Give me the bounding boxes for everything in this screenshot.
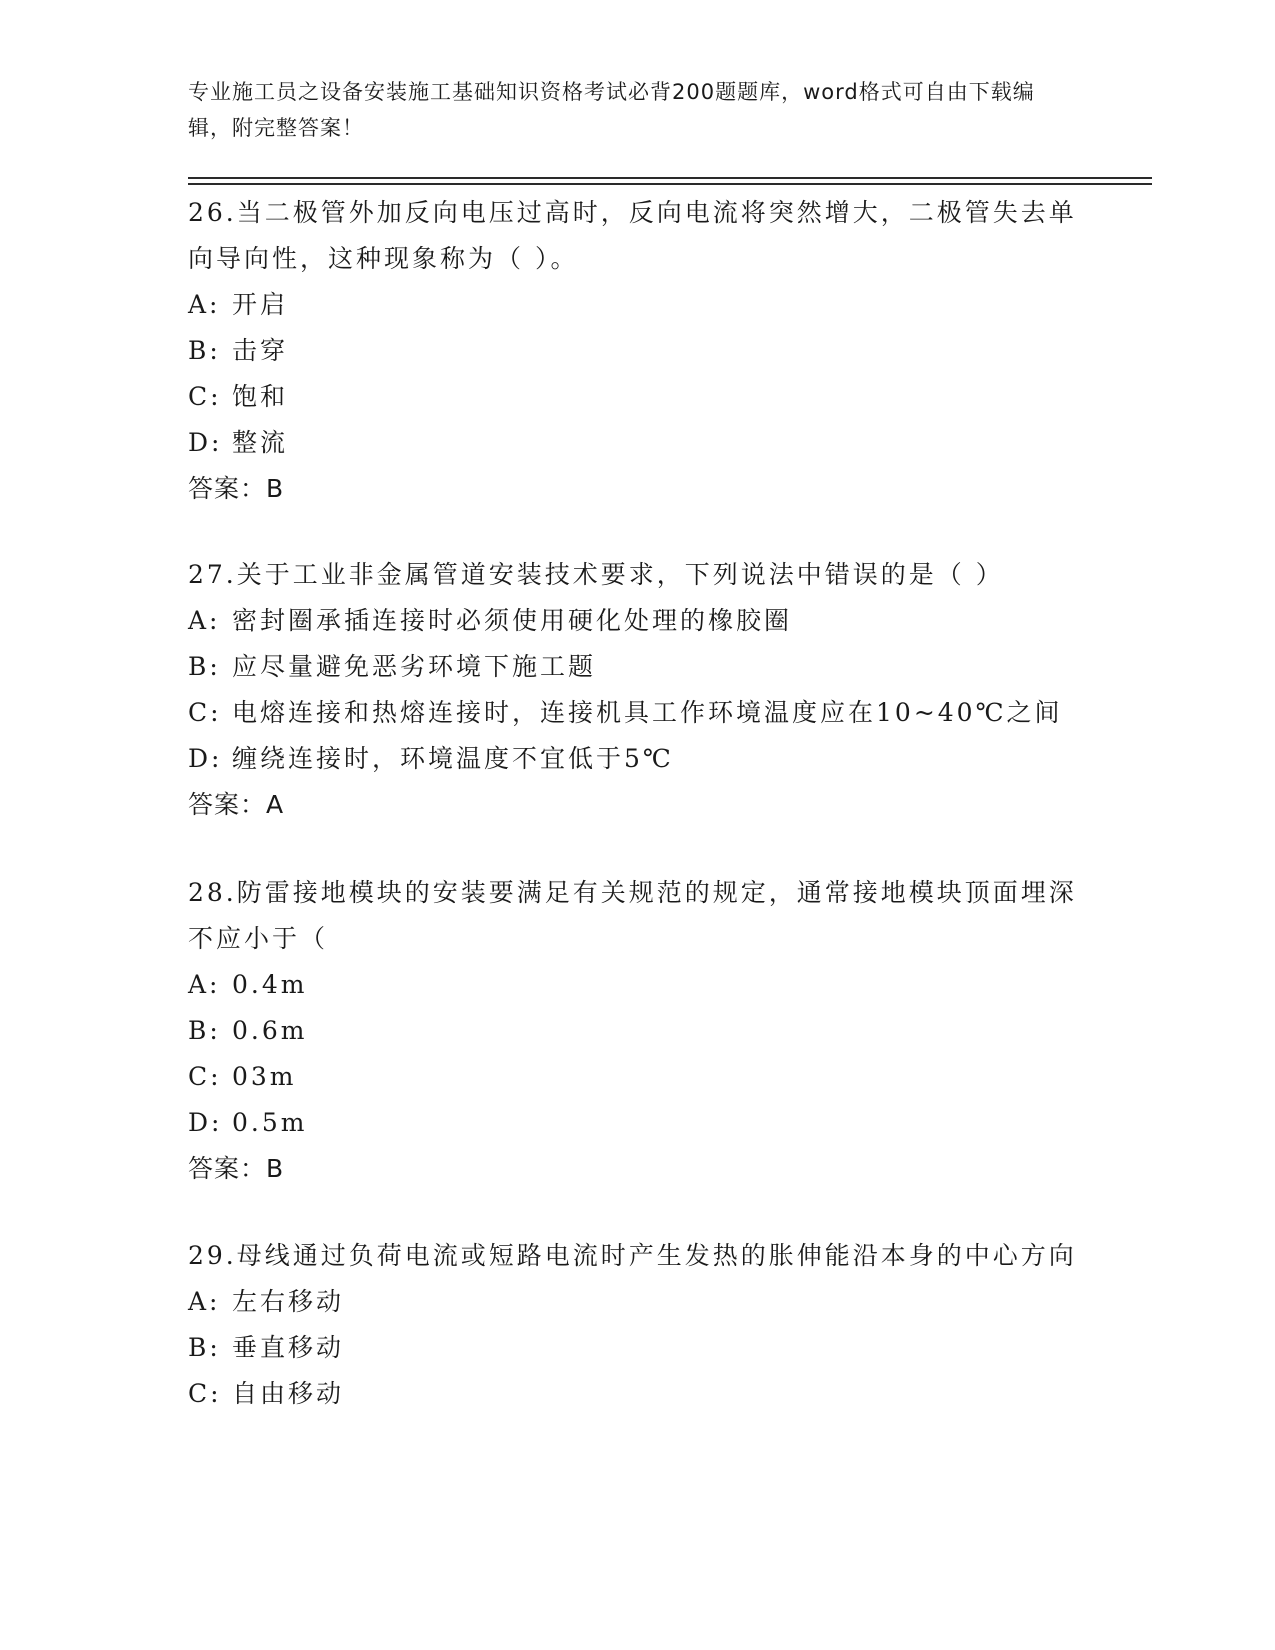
option-text: 0.5m — [232, 1108, 308, 1137]
option-letter: C: — [188, 1062, 222, 1091]
option-letter: D: — [188, 744, 223, 773]
option-text: 0.4m — [232, 970, 308, 999]
option-text: 03m — [232, 1062, 297, 1091]
question-28 — [188, 870, 1088, 1192]
option-text: 0.6m — [232, 1016, 308, 1045]
option-b — [188, 1325, 1088, 1371]
option-text: 密封圈承插连接时必须使用硬化处理的橡胶圈 — [232, 606, 793, 635]
answer-line: 答案：B — [188, 1154, 285, 1183]
option-text: 左右移动 — [232, 1287, 345, 1316]
option-letter: B: — [188, 336, 221, 365]
option-a — [188, 1279, 1088, 1325]
document-header: 专业施工员之设备安装施工基础知识资格考试必背200题题库，word格式可自由下载编辑，附完整答案！ — [188, 80, 1035, 140]
option-letter: D: — [188, 1108, 223, 1137]
option-b — [188, 644, 1088, 690]
answer-line: 答案：B — [188, 474, 285, 503]
option-letter: B: — [188, 1333, 221, 1362]
option-letter: A: — [188, 606, 221, 635]
option-text: 自由移动 — [232, 1379, 345, 1408]
option-b — [188, 1008, 1088, 1054]
option-c — [188, 374, 1088, 420]
option-text: 垂直移动 — [232, 1333, 345, 1362]
option-text: 饱和 — [232, 382, 289, 411]
question-stem: 26.当二极管外加反向电压过高时，反向电流将突然增大，二极管失去单向导向性，这种现象称为（ ）。 — [188, 198, 1077, 273]
option-d — [188, 1100, 1088, 1146]
option-text: 电熔连接和热熔连接时，连接机具工作环境温度应在10~40℃之间 — [232, 698, 1063, 727]
option-a — [188, 962, 1088, 1008]
option-text: 整流 — [232, 428, 289, 457]
header-divider-bottom — [188, 183, 1152, 185]
option-letter: D: — [188, 428, 223, 457]
option-a — [188, 598, 1088, 644]
option-text: 应尽量避免恶劣环境下施工题 — [232, 652, 597, 681]
option-c — [188, 1054, 1088, 1100]
answer-line: 答案：A — [188, 790, 285, 819]
option-letter: B: — [188, 652, 221, 681]
option-c — [188, 1371, 1088, 1417]
question-stem: 27.关于工业非金属管道安装技术要求，下列说法中错误的是（ ） — [188, 560, 1004, 589]
option-b — [188, 328, 1088, 374]
question-26 — [188, 190, 1088, 512]
option-letter: A: — [188, 1287, 221, 1316]
header-divider-top — [188, 177, 1152, 179]
option-letter: A: — [188, 970, 221, 999]
option-c — [188, 690, 1088, 736]
question-stem: 29.母线通过负荷电流或短路电流时产生发热的胀伸能沿本身的中心方向 — [188, 1241, 1077, 1270]
question-stem: 28.防雷接地模块的安装要满足有关规范的规定，通常接地模块顶面埋深不应小于（ — [188, 878, 1077, 953]
option-letter: C: — [188, 382, 222, 411]
option-letter: B: — [188, 1016, 221, 1045]
option-letter: C: — [188, 698, 222, 727]
option-text: 击穿 — [232, 336, 289, 365]
option-text: 缠绕连接时，环境温度不宜低于5℃ — [232, 744, 674, 773]
question-27 — [188, 552, 1088, 828]
option-d — [188, 420, 1088, 466]
question-29 — [188, 1233, 1088, 1417]
option-letter: A: — [188, 290, 221, 319]
option-text: 开启 — [232, 290, 289, 319]
option-letter: C: — [188, 1379, 222, 1408]
option-a — [188, 282, 1088, 328]
option-d — [188, 736, 1088, 782]
